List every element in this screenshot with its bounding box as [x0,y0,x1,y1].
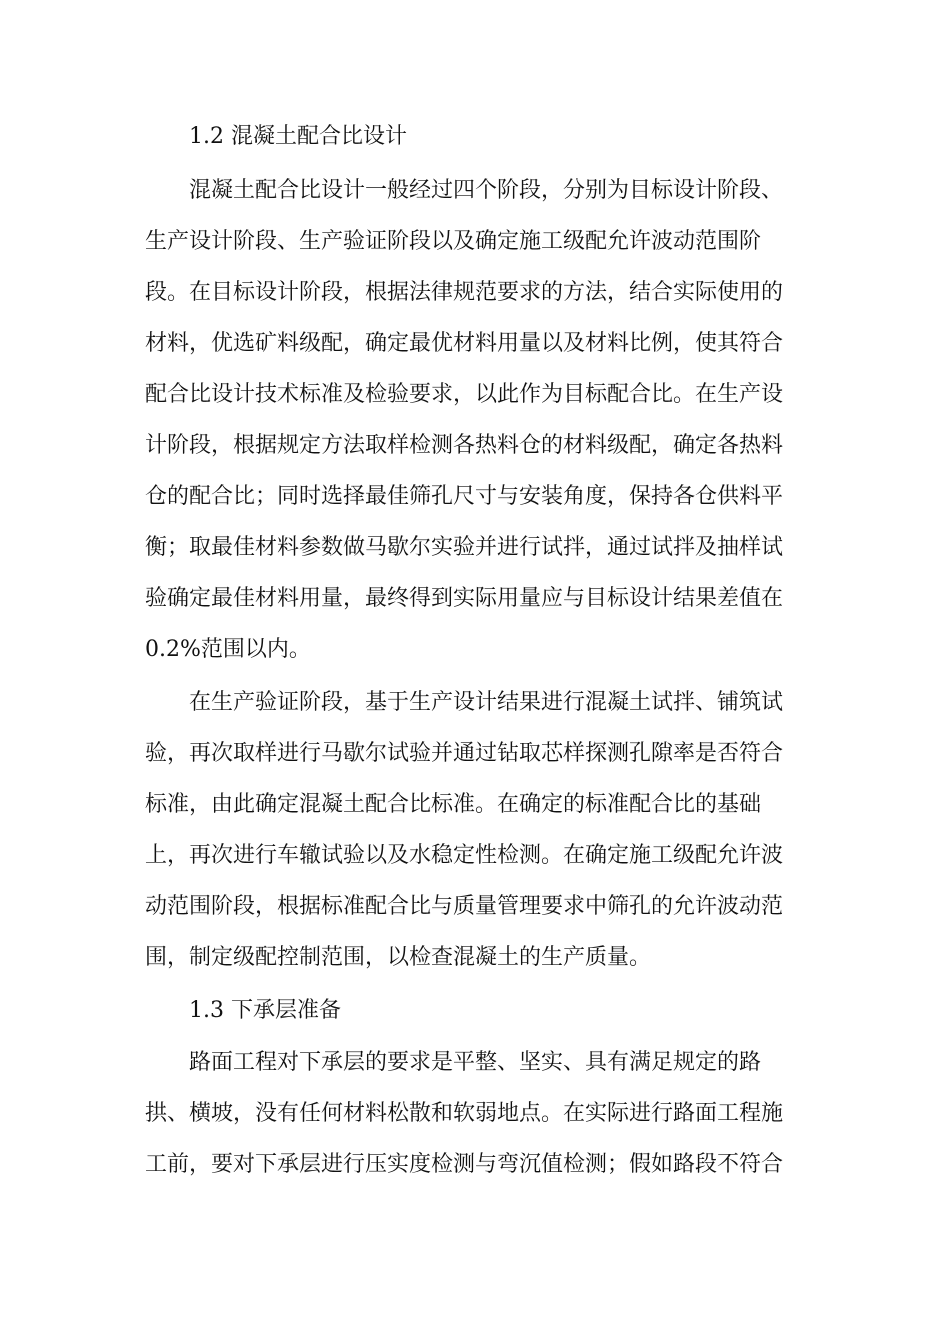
paragraph-line: 混凝土配合比设计一般经过四个阶段，分别为目标设计阶段、 [189,178,784,203]
paragraph-line: 计阶段，根据规定方法取样检测各热料仓的材料级配，确定各热料 [145,433,784,458]
paragraph-line: 验，再次取样进行马歇尔试验并通过钻取芯样探测孔隙率是否符合 [145,741,784,766]
section-heading-1-2: 1.2 混凝土配合比设计 [189,124,407,149]
paragraph-line: 材料，优选矿料级配，确定最优材料用量以及材料比例，使其符合 [145,331,784,356]
section-heading-1-3: 1.3 下承层准备 [189,998,341,1023]
paragraph-line: 动范围阶段，根据标准配合比与质量管理要求中筛孔的允许波动范 [145,894,784,919]
paragraph-line: 标准，由此确定混凝土配合比标准。在确定的标准配合比的基础 [145,792,762,817]
paragraph-line: 配合比设计技术标准及检验要求，以此作为目标配合比。在生产设 [145,382,784,407]
paragraph-line: 验确定最佳材料用量，最终得到实际用量应与目标设计结果差值在 [145,586,784,611]
paragraph-line: 上，再次进行车辙试验以及水稳定性检测。在确定施工级配允许波 [145,843,784,868]
paragraph-line: 段。在目标设计阶段，根据法律规范要求的方法，结合实际使用的 [145,280,784,305]
paragraph-line: 在生产验证阶段，基于生产设计结果进行混凝土试拌、铺筑试 [189,690,784,715]
paragraph-line: 工前，要对下承层进行压实度检测与弯沉值检测；假如路段不符合 [145,1152,784,1177]
paragraph-line: 拱、横坡，没有任何材料松散和软弱地点。在实际进行路面工程施 [145,1101,784,1126]
paragraph-line: 0.2%范围以内。 [145,637,311,662]
paragraph-line: 围，制定级配控制范围，以检查混凝土的生产质量。 [145,945,652,970]
paragraph-line: 路面工程对下承层的要求是平整、坚实、具有满足规定的路 [189,1050,762,1075]
paragraph-line: 衡；取最佳材料参数做马歇尔实验并进行试拌，通过试拌及抽样试 [145,535,784,560]
paragraph-line: 生产设计阶段、生产验证阶段以及确定施工级配允许波动范围阶 [145,229,762,254]
paragraph-line: 仓的配合比；同时选择最佳筛孔尺寸与安装角度，保持各仓供料平 [145,484,784,509]
